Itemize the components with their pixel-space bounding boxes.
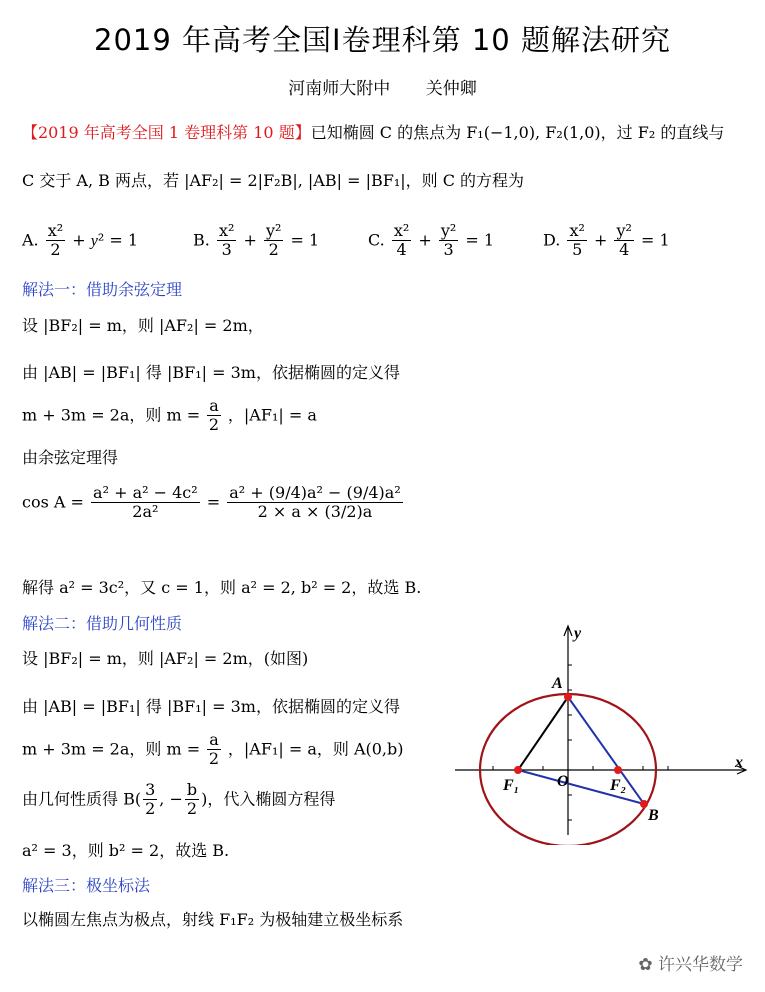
method2-line4: 由几何性质得 B( $\frac{3}{2}$ , − $\frac{b}{2}$ )，代入椭圆方程得 [22, 780, 336, 819]
page-title: 2019 年高考全国Ⅰ卷理科第 10 题解法研究 [94, 23, 671, 57]
method1-line6: 解得 a² = 3c²，又 c = 1，则 a² = 2, b² = 2，故选 B. [22, 578, 422, 597]
option-d: D. $\frac{\text{x²}}{5}$ + $\frac{\text{y²}}{4}$ = 1 [543, 221, 670, 260]
method2-line3: m + 3m = 2a，则 m = $\frac{a}{2}$ ，|AF₁| = a，则 A(0,b) [22, 730, 404, 769]
option-a: A. $\frac{\text{x²}}{2}$ + y² = 1 [22, 221, 139, 260]
watermark: ✿ 许兴华数学 [638, 955, 743, 975]
option-b: B. $\frac{\text{x²}}{3}$ + $\frac{\text{y²}}{2}$ = 1 [193, 221, 320, 260]
cosine-formula: cos A = $\frac{\text{a² + a² − 4c²}}{\text{2a²}}$ = $\frac{\text{a² + (9/4)a² − (9/4)a²}}{2 \times a \times (3/2)a}$ [22, 483, 401, 522]
method1-line4: 由余弦定理得 [22, 448, 119, 467]
point-b [640, 800, 648, 808]
problem-text-1: 已知椭圆 C 的焦点为 F₁(−1,0), F₂(1,0)，过 F₂ 的直线与 [310, 123, 725, 142]
label-x: x [735, 754, 743, 771]
method1-heading: 解法一：借助余弦定理 [22, 280, 183, 299]
problem-line-1 [22, 120, 724, 143]
label-o: O [557, 773, 569, 790]
label-b: B [648, 807, 659, 824]
segment-af1 [518, 697, 568, 770]
method2-line2: 由 |AB| = |BF₁| 得 |BF₁| = 3m，依据椭圆的定义得 [22, 697, 400, 716]
point-f2 [614, 766, 622, 774]
author-line: 河南师大附中 关仲卿 [288, 79, 477, 99]
problem-tag: 【2019 年高考全国 1 卷理科第 10 题】 [22, 123, 311, 142]
method2-heading: 解法二：借助几何性质 [22, 614, 183, 633]
ellipse-figure [450, 620, 755, 845]
segment-ab [568, 697, 644, 804]
label-f1: F₁ [503, 777, 520, 794]
wechat-icon: ✿ [638, 955, 653, 975]
label-a: A [552, 675, 563, 692]
point-f1 [514, 766, 522, 774]
label-y: y [574, 625, 582, 642]
problem-line-2: C 交于 A, B 两点，若 |AF₂| = 2|F₂B|, |AB| = |BF₁|，则 C 的方程为 [22, 171, 525, 190]
label-f2: F₂ [610, 777, 627, 794]
method1-line2: 由 |AB| = |BF₁| 得 |BF₁| = 3m，依据椭圆的定义得 [22, 363, 400, 382]
axis-ticks [493, 665, 668, 820]
option-c: C. $\frac{\text{x²}}{4}$ + $\frac{\text{y²}}{3}$ = 1 [368, 221, 495, 260]
method3-line1: 以椭圆左焦点为极点，射线 F₁F₂ 为极轴建立极坐标系 [22, 910, 404, 929]
method1-line3: m + 3m = 2a，则 m = $\frac{a}{2}$ ，|AF₁| = a [22, 396, 317, 435]
method2-line1: 设 |BF₂| = m，则 |AF₂| = 2m，(如图) [22, 649, 309, 668]
point-a [564, 693, 572, 701]
method1-line1: 设 |BF₂| = m，则 |AF₂| = 2m， [22, 316, 264, 335]
method2-line5: a² = 3，则 b² = 2，故选 B. [22, 841, 230, 860]
method3-heading: 解法三：极坐标法 [22, 876, 151, 895]
